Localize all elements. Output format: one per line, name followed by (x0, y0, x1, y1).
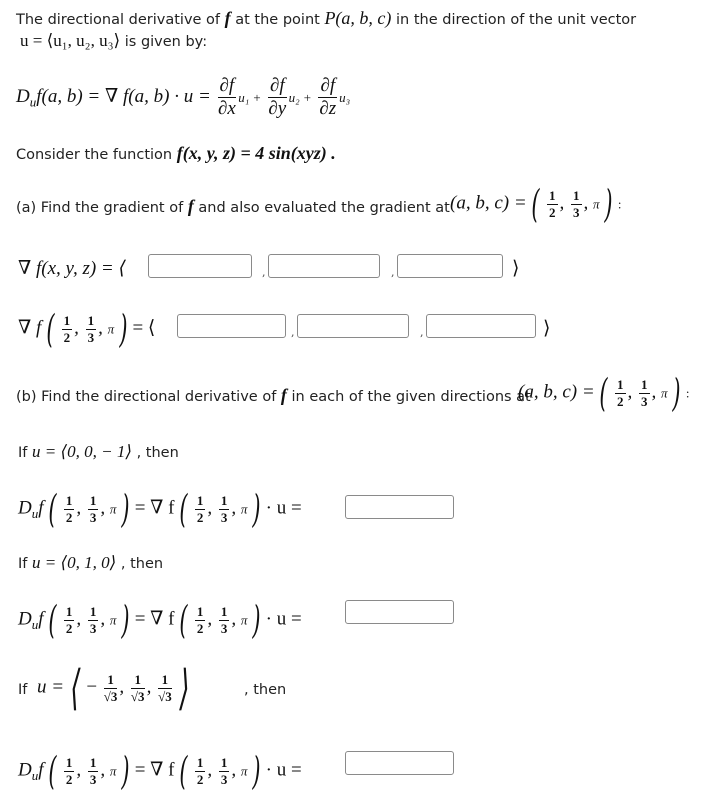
point-n2: 1 (573, 187, 580, 203)
dir1-frac-d (219, 494, 230, 524)
dir3-a-n: 1 (65, 754, 73, 770)
part-b-point: (a, b, c) = ( $\frac{1}{2}$ , $\frac{1}{3}$ , π ) : (518, 371, 690, 415)
dir3-c-d: 2 (196, 771, 204, 787)
dir2-line (18, 554, 163, 572)
dir2-b-d: 3 (89, 620, 97, 636)
dir3-then: , then (244, 682, 287, 698)
dir2-eq-grad: = ∇ f (134, 608, 175, 630)
dir1-then: , then (136, 445, 179, 461)
dir1-paren1-close: ) (121, 487, 130, 531)
dir1-eq-grad: = ∇ f (134, 497, 175, 519)
dir2-frac-d (219, 605, 230, 635)
dir2-vector: u = ⟨0, 1, 0⟩ (32, 553, 117, 572)
intro-point: P(a, b, c) (324, 8, 392, 28)
part-b-text-a: (b) Find the directional derivative of (16, 389, 277, 405)
dir1-dot-u: · u = (265, 497, 302, 519)
dir1-D-sub: u (31, 506, 39, 522)
dir1-c-n: 1 (196, 492, 204, 508)
dir1-frac-a (64, 494, 75, 524)
dir2-pi-1: π (109, 612, 117, 628)
partial-x (218, 76, 237, 119)
point-d1: 2 (549, 204, 556, 220)
part-a-point: (a, b, c) = ( $\frac{1}{2}$ , $\frac{1}{3}$ , π ) : (450, 182, 622, 226)
dir1-line (18, 443, 179, 461)
dir1-paren2-open: ( (179, 487, 188, 531)
dir3-dot-u: · u = (265, 759, 302, 781)
gradp-nabla: ∇ f (18, 317, 42, 339)
dir3-pi-1: π (109, 763, 117, 779)
dir1-answer-input[interactable] (345, 495, 454, 519)
dir3-d-d: 3 (220, 771, 228, 787)
gradp-comma-1: , (291, 326, 295, 339)
dir1-a-n: 1 (65, 492, 73, 508)
dir-deriv-formula (16, 76, 350, 119)
dir3-if: If (18, 682, 28, 698)
dir1-vector: u = ⟨0, 0, − 1⟩ (32, 442, 132, 461)
gradient-at-point-label: ∇ f ( $\frac{1}{2}$ , $\frac{1}{3}$ , π ) = ⟨ (18, 307, 156, 351)
dir2-frac-b (88, 605, 99, 635)
dir2-Df: f (38, 608, 44, 630)
formula-u1: u₁ + (238, 89, 262, 105)
gradp-pi: π (107, 321, 115, 337)
dir3-D: D (18, 759, 32, 781)
dir1-Df: f (38, 497, 44, 519)
dir3-c-n: 1 (196, 754, 204, 770)
dir2-b-n: 1 (89, 603, 97, 619)
part-a-text-b: and also evaluated the gradient at (198, 200, 450, 216)
gradp-d2: 3 (87, 329, 95, 345)
consider-text: Consider the function (16, 147, 173, 163)
gradp-frac-1 (62, 314, 73, 344)
dir1-equation: $D_uf$ ( $\frac{1}{2}$ , $\frac{1}{3}$ , π ) = ∇ f ( $\frac{1}{2}$ , $\frac{1}{3}$ , π ) · u = (18, 487, 302, 531)
dir3-n3: 1 (158, 673, 172, 689)
gradient-point-x-input[interactable] (177, 314, 286, 338)
formula-u3: u₃ (339, 89, 351, 105)
part-a-f: f (187, 196, 194, 216)
dir1-d-n: 1 (220, 492, 228, 508)
dir3-minus: − (86, 676, 98, 698)
dir3-paren1-close: ) (121, 749, 130, 793)
dir1-D: D (18, 497, 32, 519)
dir3-vector: u = ⟨ − $\frac{1}{√3}$ , $\frac{1}{√3}$ , $\frac{1}{√3}$ ⟩ (37, 660, 190, 716)
dir3-b-n: 1 (89, 754, 97, 770)
formula-D-sub: u (29, 94, 37, 110)
partial-y (268, 76, 287, 119)
dir1-paren1-open: ( (48, 487, 57, 531)
part-b-text-b: in each of the given directions at (291, 389, 531, 405)
dir2-dot-u: · u = (265, 608, 302, 630)
dir3-angle-close: ⟩ (179, 660, 190, 716)
gradient-comma-1: , (262, 266, 266, 279)
dir3-paren2-open: ( (179, 749, 188, 793)
dir3-pi-2: π (240, 763, 248, 779)
formula-D: D (16, 85, 30, 107)
intro-text-c: in the direction of the unit vector (396, 12, 637, 28)
partial-x-den: ∂x (217, 97, 236, 119)
intro-text-d: is given by: (124, 34, 208, 50)
dir2-d-n: 1 (220, 603, 228, 619)
dir3-paren2-close: ) (252, 749, 261, 793)
dir2-paren1-close: ) (121, 598, 130, 642)
dir1-b-d: 3 (89, 509, 97, 525)
pb-pi: π (661, 385, 668, 401)
point-paren-close: ) (604, 182, 613, 226)
dir3-d3: √3 (158, 688, 172, 704)
dir2-pi-2: π (240, 612, 248, 628)
gradp-frac-2 (86, 314, 97, 344)
point-n1: 1 (549, 187, 556, 203)
function-def: f(x, y, z) = 4 sin(xyz) . (176, 143, 336, 163)
dir2-paren1-open: ( (48, 598, 57, 642)
gradient-label: ∇ f(x, y, z) = ⟨ (18, 258, 126, 279)
part-a-question (16, 197, 450, 216)
gradp-eq: = ⟨ (132, 317, 156, 339)
partial-z (318, 76, 337, 119)
dir2-D: D (18, 608, 32, 630)
gradp-n1: 1 (63, 312, 71, 328)
dir1-pi-2: π (240, 501, 248, 517)
dir1-if: If (18, 445, 28, 461)
point-paren-open: ( (531, 182, 540, 226)
consider-line (16, 144, 336, 163)
partial-x-num: ∂f (219, 75, 235, 96)
dir3-frac-a (64, 756, 75, 786)
dir3-eq-grad: = ∇ f (134, 759, 175, 781)
dir1-b-n: 1 (89, 492, 97, 508)
pb-paren-close: ) (672, 371, 681, 415)
pb-n2: 1 (641, 376, 648, 392)
pb-frac-2 (639, 378, 650, 408)
dir3-n2: 1 (131, 673, 145, 689)
gradient-point-y-input[interactable] (297, 314, 409, 338)
partial-y-num: ∂f (269, 75, 285, 96)
intro-f: f (224, 8, 231, 28)
dir3-d1: √3 (103, 688, 118, 704)
gradp-d1: 2 (63, 329, 71, 345)
dir3-d2: √3 (130, 688, 145, 704)
partial-y-den: ∂y (268, 97, 287, 119)
intro-line2 (20, 32, 207, 50)
dir2-d-d: 3 (220, 620, 228, 636)
dir2-if: If (18, 556, 28, 572)
gradp-paren-open: ( (46, 307, 55, 351)
dir1-a-d: 2 (65, 509, 73, 525)
part-a-text-a: (a) Find the gradient of (16, 200, 184, 216)
pb-d1: 2 (617, 393, 624, 409)
dir3-angle-open: ⟨ (70, 660, 81, 716)
gradp-paren-close: ) (119, 307, 128, 351)
dir3-b-d: 3 (89, 771, 97, 787)
dir1-d-d: 3 (220, 509, 228, 525)
point-frac-1 (547, 189, 558, 219)
part-b-abc: (a, b, c) = (518, 381, 595, 403)
dir2-frac-a (64, 605, 75, 635)
pb-paren-open: ( (599, 371, 608, 415)
point-pi: π (593, 196, 600, 212)
dir3-frac-2 (131, 673, 145, 703)
dir3-paren1-open: ( (48, 749, 57, 793)
dir1-c-d: 2 (196, 509, 204, 525)
formula-u2: u₂ + (288, 89, 312, 105)
partial-z-num: ∂f (320, 75, 336, 96)
dir3-Df: f (38, 759, 44, 781)
part-b-question (16, 386, 531, 405)
gradp-n2: 1 (87, 312, 95, 328)
gradient-point-z-input[interactable] (426, 314, 536, 338)
dir2-paren2-open: ( (179, 598, 188, 642)
dir3-answer-input[interactable] (345, 751, 454, 775)
pb-d2: 3 (641, 393, 648, 409)
part-a-colon: : (617, 196, 622, 212)
dir3-D-sub: u (31, 768, 39, 784)
dir3-frac-b (88, 756, 99, 786)
dir2-D-sub: u (31, 617, 39, 633)
unit-vector-def: u = ⟨u₁, u₂, u₃⟩ (20, 31, 121, 50)
intro-text-b: at the point (235, 12, 320, 28)
pb-n1: 1 (617, 376, 624, 392)
dir3-frac-1 (104, 673, 118, 703)
dir2-paren2-close: ) (252, 598, 261, 642)
gradient-y-input[interactable] (268, 254, 380, 278)
gradient-close: ⟩ (512, 258, 520, 279)
dir1-pi-1: π (109, 501, 117, 517)
dir3-n1: 1 (104, 673, 118, 689)
dir2-a-n: 1 (65, 603, 73, 619)
part-b-colon: : (685, 385, 690, 401)
dir2-equation: $D_uf$ ( $\frac{1}{2}$ , $\frac{1}{3}$ , π ) = ∇ f ( $\frac{1}{2}$ , $\frac{1}{3}$ , π ) · u = (18, 598, 302, 642)
gradient-comma-2: , (391, 266, 395, 279)
dir2-c-n: 1 (196, 603, 204, 619)
part-b-f: f (280, 385, 287, 405)
dir3-frac-c (195, 756, 206, 786)
point-frac-2 (571, 189, 582, 219)
intro-text-a: The directional derivative of (16, 12, 221, 28)
intro-line1 (16, 9, 636, 28)
point-d2: 3 (573, 204, 580, 220)
partial-z-den: ∂z (319, 97, 337, 119)
gradp-comma-2: , (420, 326, 424, 339)
dir1-paren2-close: ) (252, 487, 261, 531)
dir2-then: , then (120, 556, 164, 572)
dir3-d-n: 1 (220, 754, 228, 770)
dir1-frac-b (88, 494, 99, 524)
dir3-frac-d (219, 756, 230, 786)
dir3-u-eq: u = (37, 676, 65, 698)
dir1-frac-c (195, 494, 206, 524)
dir2-a-d: 2 (65, 620, 73, 636)
dir3-a-d: 2 (65, 771, 73, 787)
gradient-z-input[interactable] (397, 254, 503, 278)
gradient-x-input[interactable] (148, 254, 252, 278)
dir3-frac-3 (158, 673, 172, 703)
dir2-c-d: 2 (196, 620, 204, 636)
formula-lhs: f(a, b) = ∇ f(a, b) · u = (36, 85, 211, 107)
gradp-close: ⟩ (543, 318, 551, 339)
pb-frac-1 (615, 378, 626, 408)
dir3-equation: $D_uf$ ( $\frac{1}{2}$ , $\frac{1}{3}$ , π ) = ∇ f ( $\frac{1}{2}$ , $\frac{1}{3}$ , π ) · u = (18, 749, 302, 793)
dir2-frac-c (195, 605, 206, 635)
dir2-answer-input[interactable] (345, 600, 454, 624)
part-a-abc: (a, b, c) = (450, 192, 527, 214)
